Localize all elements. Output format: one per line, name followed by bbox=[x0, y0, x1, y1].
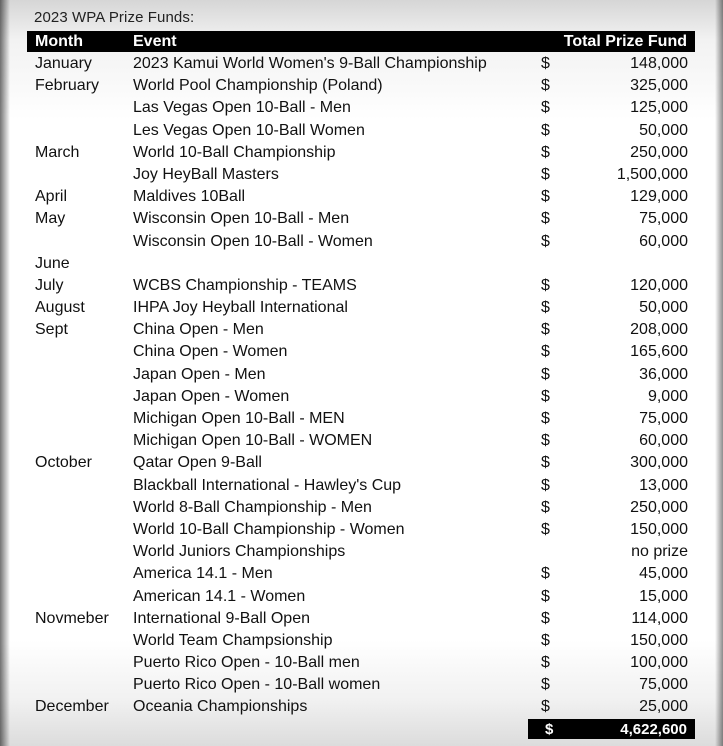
row-month: June bbox=[35, 254, 70, 272]
row-month: April bbox=[35, 188, 68, 206]
row-currency: $ bbox=[541, 587, 550, 605]
total-currency: $ bbox=[545, 721, 554, 738]
total-row bbox=[528, 719, 695, 739]
row-currency: $ bbox=[541, 476, 550, 494]
row-amount: 300,000 bbox=[630, 454, 688, 472]
row-amount: 60,000 bbox=[639, 232, 688, 250]
row-amount: 250,000 bbox=[630, 498, 688, 516]
table-row bbox=[0, 120, 723, 142]
row-amount: 100,000 bbox=[630, 654, 688, 672]
row-currency: $ bbox=[541, 55, 550, 72]
row-amount: 208,000 bbox=[630, 321, 688, 339]
row-event: Puerto Rico Open - 10-Ball women bbox=[133, 676, 381, 694]
table-row bbox=[0, 696, 723, 718]
row-event: Las Vegas Open 10-Ball - Men bbox=[133, 99, 351, 117]
row-event: International 9-Ball Open bbox=[133, 609, 310, 627]
row-event: IHPA Joy Heyball International bbox=[133, 299, 348, 317]
row-amount: 325,000 bbox=[630, 77, 688, 95]
table-row bbox=[0, 319, 723, 341]
row-currency: $ bbox=[541, 188, 550, 206]
row-amount: 129,000 bbox=[630, 188, 688, 206]
row-currency: $ bbox=[541, 654, 550, 672]
total-amount: 4,622,600 bbox=[620, 721, 687, 738]
row-event: Japan Open - Women bbox=[133, 387, 290, 405]
row-currency: $ bbox=[541, 299, 550, 317]
row-event: World 10-Ball Championship - Women bbox=[133, 520, 405, 538]
row-event: Puerto Rico Open - 10-Ball men bbox=[133, 654, 360, 672]
row-event: World Juniors Championships bbox=[133, 543, 346, 561]
sheet-title: 2023 WPA Prize Funds: bbox=[34, 9, 195, 26]
table-row bbox=[0, 53, 723, 75]
table-row bbox=[0, 541, 723, 563]
table-row bbox=[0, 75, 723, 97]
row-event: Japan Open - Men bbox=[133, 365, 266, 383]
table-row bbox=[0, 253, 723, 275]
row-currency: $ bbox=[541, 343, 550, 361]
row-currency: $ bbox=[541, 410, 550, 427]
row-currency: $ bbox=[541, 498, 550, 516]
row-amount: 1,500,000 bbox=[616, 165, 688, 183]
row-month: February bbox=[35, 77, 100, 95]
row-amount: 250,000 bbox=[630, 143, 688, 161]
table-row bbox=[0, 386, 723, 408]
row-amount: 148,000 bbox=[630, 55, 688, 72]
table-row bbox=[0, 142, 723, 164]
row-event: Michigan Open 10-Ball - MEN bbox=[133, 410, 345, 427]
row-currency: $ bbox=[541, 676, 550, 694]
table-header bbox=[27, 31, 695, 52]
row-event: Oceania Championships bbox=[133, 698, 308, 716]
row-amount: 25,000 bbox=[639, 698, 688, 716]
table-row bbox=[0, 231, 723, 253]
row-currency: $ bbox=[541, 77, 550, 95]
row-currency: $ bbox=[541, 520, 550, 538]
row-event: World Team Champsionship bbox=[133, 631, 333, 649]
row-event: World 10-Ball Championship bbox=[133, 143, 336, 161]
row-currency: $ bbox=[541, 387, 550, 405]
row-currency: $ bbox=[541, 143, 550, 161]
table-row bbox=[0, 452, 723, 474]
table-row bbox=[0, 497, 723, 519]
table-row bbox=[0, 652, 723, 674]
table-row bbox=[0, 519, 723, 541]
row-month: July bbox=[35, 276, 64, 294]
table-row bbox=[0, 364, 723, 386]
row-currency: $ bbox=[541, 698, 550, 716]
row-currency: $ bbox=[541, 365, 550, 383]
row-event: World Pool Championship (Poland) bbox=[133, 77, 383, 95]
row-event: Michigan Open 10-Ball - WOMEN bbox=[133, 432, 373, 450]
table-row bbox=[0, 408, 723, 430]
row-event: Wisconsin Open 10-Ball - Men bbox=[133, 210, 350, 228]
table-row bbox=[0, 674, 723, 696]
row-month: Novmeber bbox=[35, 609, 109, 627]
row-amount: 50,000 bbox=[639, 299, 688, 317]
row-amount: 75,000 bbox=[639, 410, 688, 427]
row-month: January bbox=[35, 55, 92, 72]
row-currency: $ bbox=[541, 165, 550, 183]
row-amount: 15,000 bbox=[639, 587, 688, 605]
row-amount: 75,000 bbox=[639, 210, 688, 228]
row-currency: $ bbox=[541, 99, 550, 117]
row-amount: 45,000 bbox=[639, 565, 688, 583]
table-body bbox=[0, 53, 723, 719]
row-event: WCBS Championship - TEAMS bbox=[133, 276, 357, 294]
row-event: Joy HeyBall Masters bbox=[133, 165, 279, 183]
header-prize-fund: Total Prize Fund bbox=[563, 33, 687, 50]
row-event: Blackball International - Hawley's Cup bbox=[133, 476, 402, 494]
row-currency: $ bbox=[541, 631, 550, 649]
row-amount: 150,000 bbox=[630, 631, 688, 649]
row-month: May bbox=[35, 210, 66, 228]
row-amount: 9,000 bbox=[647, 387, 688, 405]
table-row bbox=[0, 97, 723, 119]
row-currency: $ bbox=[541, 609, 550, 627]
row-currency: $ bbox=[541, 454, 550, 472]
table-row bbox=[0, 630, 723, 652]
row-event: Les Vegas Open 10-Ball Women bbox=[133, 121, 365, 139]
row-month: October bbox=[35, 454, 92, 472]
row-currency: $ bbox=[541, 276, 550, 294]
row-event: Wisconsin Open 10-Ball - Women bbox=[133, 232, 373, 250]
row-month: Sept bbox=[35, 321, 68, 339]
row-currency: $ bbox=[541, 432, 550, 450]
header-month: Month bbox=[35, 33, 83, 50]
row-currency: $ bbox=[541, 232, 550, 250]
row-currency: $ bbox=[541, 210, 550, 228]
table-row bbox=[0, 341, 723, 363]
table-row bbox=[0, 430, 723, 452]
row-amount: 165,600 bbox=[630, 343, 688, 361]
row-event: 2023 Kamui World Women's 9-Ball Championship bbox=[133, 55, 487, 72]
table-row bbox=[0, 297, 723, 319]
row-amount: 60,000 bbox=[639, 432, 688, 450]
row-amount: 50,000 bbox=[639, 121, 688, 139]
table-row bbox=[0, 563, 723, 585]
header-event: Event bbox=[133, 33, 177, 50]
row-event: American 14.1 - Women bbox=[133, 587, 306, 605]
table-row bbox=[0, 475, 723, 497]
table-row bbox=[0, 164, 723, 186]
row-amount: 75,000 bbox=[639, 676, 688, 694]
row-amount: 125,000 bbox=[630, 99, 688, 117]
row-event: Qatar Open 9-Ball bbox=[133, 454, 262, 472]
row-amount: 36,000 bbox=[639, 365, 688, 383]
row-amount: no prize bbox=[631, 543, 688, 561]
row-event: America 14.1 - Men bbox=[133, 565, 273, 583]
row-event: China Open - Women bbox=[133, 343, 288, 361]
row-month: March bbox=[35, 143, 80, 161]
row-event: World 8-Ball Championship - Men bbox=[133, 498, 372, 516]
row-month: August bbox=[35, 299, 85, 317]
row-amount: 114,000 bbox=[631, 609, 688, 627]
table-row bbox=[0, 208, 723, 230]
row-amount: 120,000 bbox=[630, 276, 688, 294]
row-month: December bbox=[35, 698, 109, 716]
table-row bbox=[0, 586, 723, 608]
table-row bbox=[0, 608, 723, 630]
row-currency: $ bbox=[541, 121, 550, 139]
row-currency: $ bbox=[541, 321, 550, 339]
table-row bbox=[0, 275, 723, 297]
row-event: China Open - Men bbox=[133, 321, 264, 339]
row-amount: 13,000 bbox=[639, 476, 688, 494]
table-row bbox=[0, 186, 723, 208]
row-amount: 150,000 bbox=[630, 520, 688, 538]
row-currency: $ bbox=[541, 565, 550, 583]
row-event: Maldives 10Ball bbox=[133, 188, 246, 206]
